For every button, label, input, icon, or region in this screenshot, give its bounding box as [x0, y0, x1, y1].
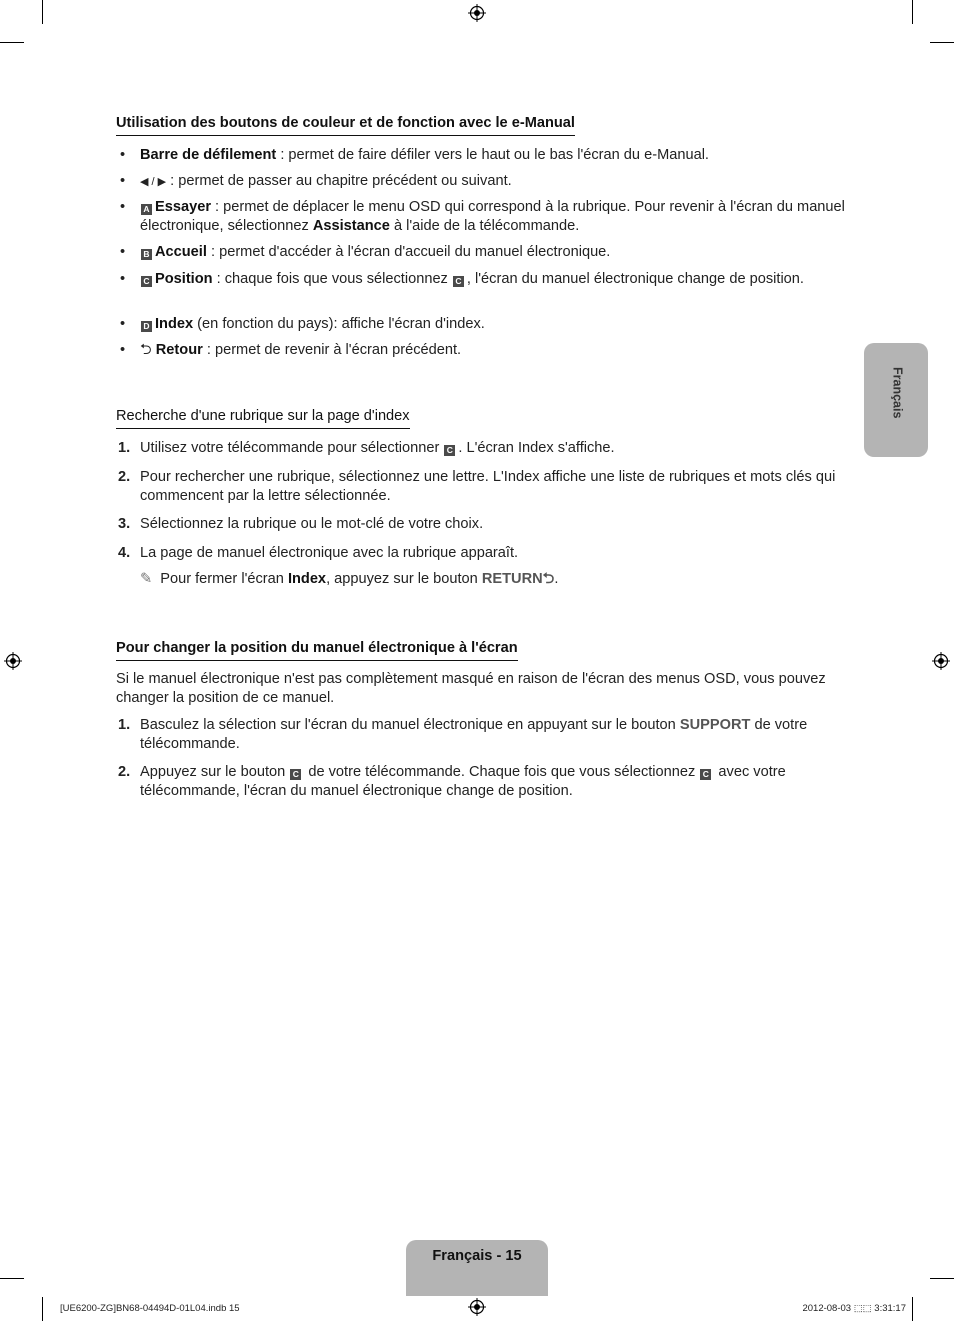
footer-file-info: [UE6200-ZG]BN68-04494D-01L04.indb 15: [60, 1303, 240, 1314]
section-heading: Utilisation des boutons de couleur et de fonction avec le e-Manual: [116, 114, 575, 136]
return-icon: ⮌: [542, 571, 555, 587]
key-c-icon: C: [700, 769, 711, 780]
note-icon: ✎: [140, 571, 153, 587]
key-b-icon: B: [141, 249, 152, 260]
footer-timestamp: 2012-08-03 ⬚⬚ 3:31:17: [802, 1303, 906, 1314]
registration-mark: [468, 4, 486, 22]
key-d-icon: D: [141, 321, 152, 332]
registration-mark: [468, 1298, 486, 1316]
page-number-tab: Français - 15: [406, 1240, 548, 1296]
key-c-icon: C: [290, 769, 301, 780]
section-heading: Recherche d'une rubrique sur la page d'index: [116, 407, 410, 429]
key-c-icon: C: [453, 276, 464, 287]
chevron-left-right-icon: ◀ / ▶: [140, 176, 167, 188]
registration-mark: [932, 652, 950, 670]
intro-paragraph: Si le manuel électronique n'est pas complètement masqué en raison de l'écran des menus OSD, vous pouvez changer la position de ce manuel.: [116, 671, 826, 706]
key-c-icon: C: [141, 276, 152, 287]
language-side-tab: Français: [864, 343, 928, 457]
registration-mark: [4, 652, 22, 670]
key-a-icon: A: [141, 204, 152, 215]
section-heading: Pour changer la position du manuel électronique à l'écran: [116, 639, 518, 661]
return-icon: ⮌: [140, 342, 152, 358]
key-c-icon: C: [444, 445, 455, 456]
